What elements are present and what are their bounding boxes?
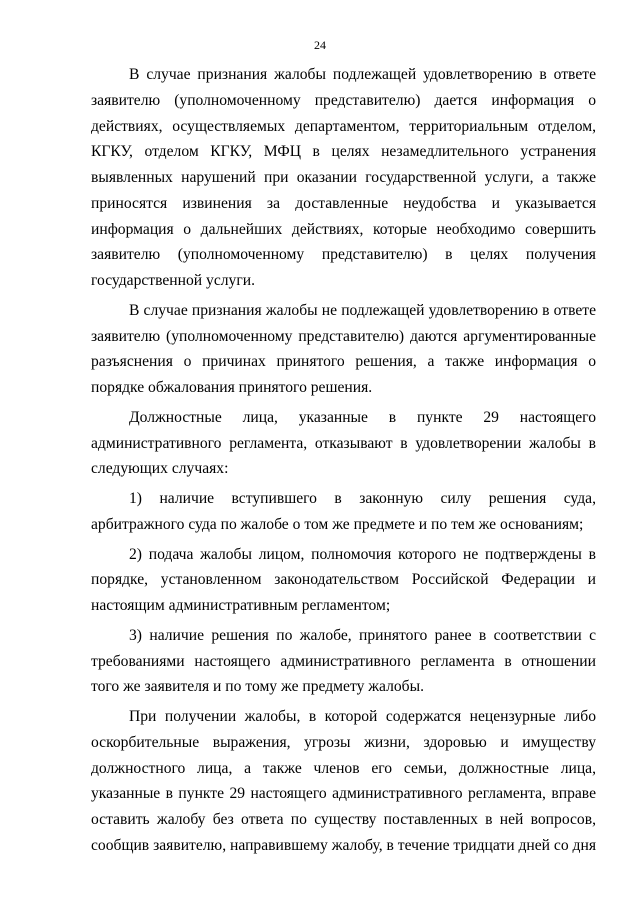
paragraph-complaint-satisfied: В случае признания жалобы подлежащей удовлетворению в ответе заявителю (уполномоченному представителю) дается информация о действиях, осуществляемых департаментом, территориальным отделом, КГКУ, отделом КГКУ, МФЦ в целях незамедлительного устранения выявленных нарушений при оказании государственной услуги, а также приносятся извинения за доставленные неудобства и указывается информация о дальнейших действиях, которые необходимо совершить заявителю (уполномоченному представителю) в целях получения государственной услуги. bbox=[91, 66, 596, 289]
page-number: 24 bbox=[314, 38, 326, 52]
list-item-unauthorized-person: 2) подача жалобы лицом, полномочия которого не подтверждены в порядке, установленном законодательством Российской Федерации и настоящим административным регламентом; bbox=[91, 545, 596, 614]
paragraph-refusal-cases-intro: Должностные лица, указанные в пункте 29 настоящего административного регламента, отказывают в удовлетворении жалобы в следующих случаях: bbox=[91, 408, 596, 478]
paragraph-complaint-rejected: В случае признания жалобы не подлежащей удовлетворению в ответе заявителю (уполномоченному представителю) даются аргументированные разъяснения о причинах принятого решения, а также информация о порядке обжалования принятого решения. bbox=[91, 301, 596, 396]
list-item-court-decision: 1) наличие вступившего в законную силу решения суда, арбитражного суда по жалобе о том же предмете и по тем же основаниям; bbox=[91, 490, 596, 533]
paragraph-obscene-complaint: При получении жалобы, в которой содержатся нецензурные либо оскорбительные выражения, угрозы жизни, здоровью и имуществу должностного лица, а также членов его семьи, должностные лица, указанные в пункте 29 настоящего административного регламента, вправе оставить жалобу без ответа по существу поставленных в ней вопросов, сообщив заявителю, направившему жалобу, в течение тридцати дней со дня bbox=[91, 708, 596, 854]
list-item-prior-decision: 3) наличие решения по жалобе, принятого ранее в соответствии с требованиями настоящего административного регламента в отношении того же заявителя и по тому же предмету жалобы. bbox=[91, 626, 596, 696]
document-body bbox=[91, 62, 596, 863]
